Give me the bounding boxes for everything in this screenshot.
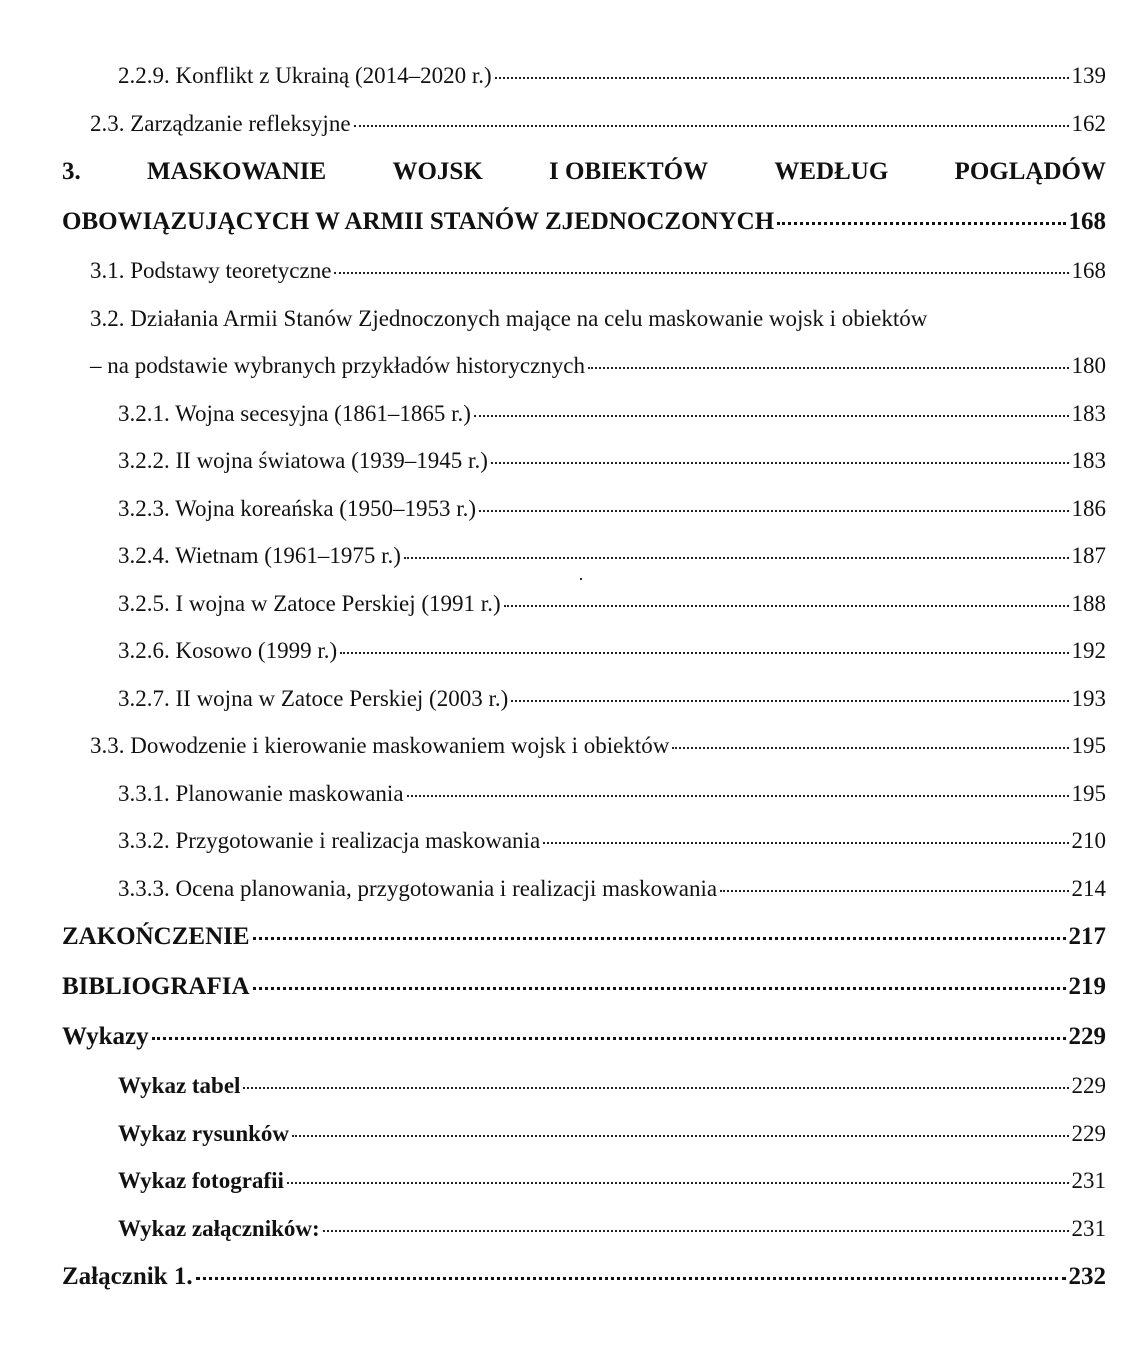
toc-entry-page: 187 <box>1071 543 1106 568</box>
scan-artifact-dot <box>580 578 582 580</box>
toc-entry-3-3-3[interactable] <box>62 865 1106 913</box>
toc-entry-page: 193 <box>1071 685 1106 711</box>
toc-entry-title-line2 <box>62 342 1106 390</box>
toc-entry-title: 3.3.2. Przygotowanie i realizacja maskowania <box>118 828 541 853</box>
dot-leader <box>491 461 1069 464</box>
toc-entry-title: 3.2.1. Wojna secesyjna (1861–1865 r.) <box>118 400 471 426</box>
dot-leader <box>334 271 1068 274</box>
toc-entry-title: 3.3.1. Planowanie maskowania <box>118 780 404 806</box>
toc-entry-page: 168 <box>1068 208 1106 235</box>
toc-entry-wykaz-zalacznikow[interactable] <box>62 1205 1106 1253</box>
toc-entry-page: 195 <box>1071 780 1106 806</box>
dot-leader <box>504 604 1069 607</box>
toc-entry-page: 139 <box>1071 63 1106 88</box>
toc-entry-3-2-7[interactable] <box>62 675 1106 723</box>
dot-leader <box>340 651 1068 654</box>
toc-entry-title: BIBLIOGRAFIA <box>62 973 250 1000</box>
chapter-3-heading-line2 <box>62 197 1106 247</box>
toc-entry-3-2-3[interactable] <box>62 485 1106 533</box>
toc-chapter-3[interactable] <box>62 147 1106 247</box>
dot-leader <box>323 1229 1069 1232</box>
toc-entry-3-2-4[interactable] <box>62 532 1106 580</box>
toc-entry-wykazy[interactable] <box>62 1012 1106 1062</box>
dot-leader <box>495 76 1069 79</box>
toc-entry-title: Wykaz załączników: <box>118 1215 320 1241</box>
toc-entry-page: 183 <box>1071 448 1106 473</box>
toc-entry-3-3-1[interactable] <box>62 770 1106 818</box>
toc-entry-title: OBOWIĄZUJĄCYCH W ARMII STANÓW ZJEDNOCZONYCH <box>62 208 775 235</box>
toc-entry-page: 162 <box>1071 110 1106 136</box>
chapter-word: MASKOWANIE <box>147 158 327 185</box>
toc-entry-title: – na podstawie wybranych przykładów historycznych <box>90 353 585 378</box>
dot-leader <box>474 414 1069 417</box>
chapter-word: 3. <box>62 158 81 185</box>
chapter-word: POGLĄDÓW <box>954 158 1106 185</box>
toc-entry-title: 3.2.6. Kosowo (1999 r.) <box>118 638 338 663</box>
toc-entry-page: 219 <box>1068 973 1106 1000</box>
dot-leader <box>243 1086 1068 1089</box>
toc-entry-page: 168 <box>1071 258 1106 283</box>
toc-entry-3-3[interactable] <box>62 722 1106 770</box>
toc-entry-title: 2.2.9. Konflikt z Ukrainą (2014–2020 r.) <box>118 63 492 88</box>
toc-entry-3-1[interactable] <box>62 247 1106 295</box>
toc-entry-title: Wykaz rysunków <box>118 1120 290 1146</box>
toc-entry-title: 3.2.4. Wietnam (1961–1975 r.) <box>118 543 401 568</box>
toc-entry-bibliografia[interactable] <box>62 962 1106 1012</box>
toc-entry-zakonczenie[interactable] <box>62 912 1106 962</box>
table-of-contents <box>62 52 1106 1302</box>
chapter-word: WOJSK <box>392 158 483 185</box>
dot-leader <box>777 221 1065 225</box>
toc-entry-page: 214 <box>1071 875 1106 901</box>
toc-entry-title: 3.3.3. Ocena planowania, przygotowania i realizacji maskowania <box>118 875 718 901</box>
toc-entry-wykaz-fotografii[interactable] <box>62 1157 1106 1205</box>
dot-leader <box>354 124 1069 127</box>
dot-leader <box>404 556 1069 559</box>
toc-entry-title: 3.2.5. I wojna w Zatoce Perskiej (1991 r.) <box>118 590 501 616</box>
dot-leader <box>152 1036 1066 1040</box>
toc-entry-wykaz-tabel[interactable] <box>62 1062 1106 1110</box>
dot-leader <box>253 986 1066 990</box>
toc-entry-2-2-9[interactable] <box>62 52 1106 100</box>
toc-entry-title: 3.3. Dowodzenie i kierowanie maskowaniem wojsk i obiektów <box>90 733 670 758</box>
toc-entry-3-2[interactable] <box>62 295 1106 390</box>
toc-entry-wykaz-rysunkow[interactable] <box>62 1110 1106 1158</box>
toc-entry-title: Wykaz fotografii <box>118 1168 284 1193</box>
toc-entry-3-2-2[interactable] <box>62 437 1106 485</box>
dot-leader <box>407 794 1069 797</box>
toc-entry-title: 3.2.7. II wojna w Zatoce Perskiej (2003 r.) <box>118 685 509 711</box>
chapter-3-heading-line1 <box>62 147 1106 197</box>
dot-leader <box>588 366 1069 369</box>
toc-entry-page: 217 <box>1068 923 1106 950</box>
toc-entry-page: 232 <box>1068 1263 1106 1290</box>
chapter-word: WEDŁUG <box>774 158 889 185</box>
chapter-word: I OBIEKTÓW <box>549 158 709 185</box>
toc-entry-page: 231 <box>1071 1168 1106 1193</box>
dot-leader <box>672 746 1068 749</box>
dot-leader <box>511 699 1068 702</box>
toc-entry-2-3[interactable] <box>62 100 1106 148</box>
toc-entry-3-2-5[interactable] <box>62 580 1106 628</box>
toc-entry-title: Wykazy <box>62 1023 149 1050</box>
toc-entry-page: 229 <box>1071 1073 1106 1098</box>
toc-entry-title: Wykaz tabel <box>118 1073 241 1098</box>
dot-leader <box>253 936 1066 940</box>
toc-entry-3-2-6[interactable] <box>62 627 1106 675</box>
toc-entry-title: 3.1. Podstawy teoretyczne <box>90 258 332 283</box>
toc-entry-3-2-1[interactable] <box>62 390 1106 438</box>
toc-entry-page: 183 <box>1071 400 1106 426</box>
dot-leader <box>543 841 1068 844</box>
toc-entry-page: 229 <box>1068 1023 1106 1050</box>
toc-entry-zalacznik-1[interactable] <box>62 1252 1106 1302</box>
toc-entry-title-line1: 3.2. Działania Armii Stanów Zjednoczonych mające na celu maskowanie wojsk i obiektów <box>90 305 928 331</box>
toc-entry-title: 3.2.3. Wojna koreańska (1950–1953 r.) <box>118 495 476 521</box>
toc-entry-page: 229 <box>1071 1120 1106 1146</box>
toc-entry-title: Załącznik 1. <box>62 1263 193 1290</box>
dot-leader <box>720 889 1068 892</box>
toc-entry-page: 186 <box>1071 495 1106 521</box>
toc-entry-3-3-2[interactable] <box>62 817 1106 865</box>
toc-entry-title: ZAKOŃCZENIE <box>62 923 250 950</box>
dot-leader <box>479 509 1069 512</box>
dot-leader <box>292 1134 1068 1137</box>
toc-entry-page: 180 <box>1071 353 1106 378</box>
toc-entry-page: 188 <box>1071 590 1106 616</box>
toc-entry-page: 210 <box>1071 828 1106 853</box>
toc-entry-page: 192 <box>1071 638 1106 663</box>
toc-entry-title: 2.3. Zarządzanie refleksyjne <box>90 110 351 136</box>
toc-entry-title: 3.2.2. II wojna światowa (1939–1945 r.) <box>118 448 488 473</box>
dot-leader <box>196 1276 1066 1280</box>
toc-entry-page: 195 <box>1071 733 1106 758</box>
toc-entry-page: 231 <box>1071 1215 1106 1241</box>
dot-leader <box>287 1181 1069 1184</box>
